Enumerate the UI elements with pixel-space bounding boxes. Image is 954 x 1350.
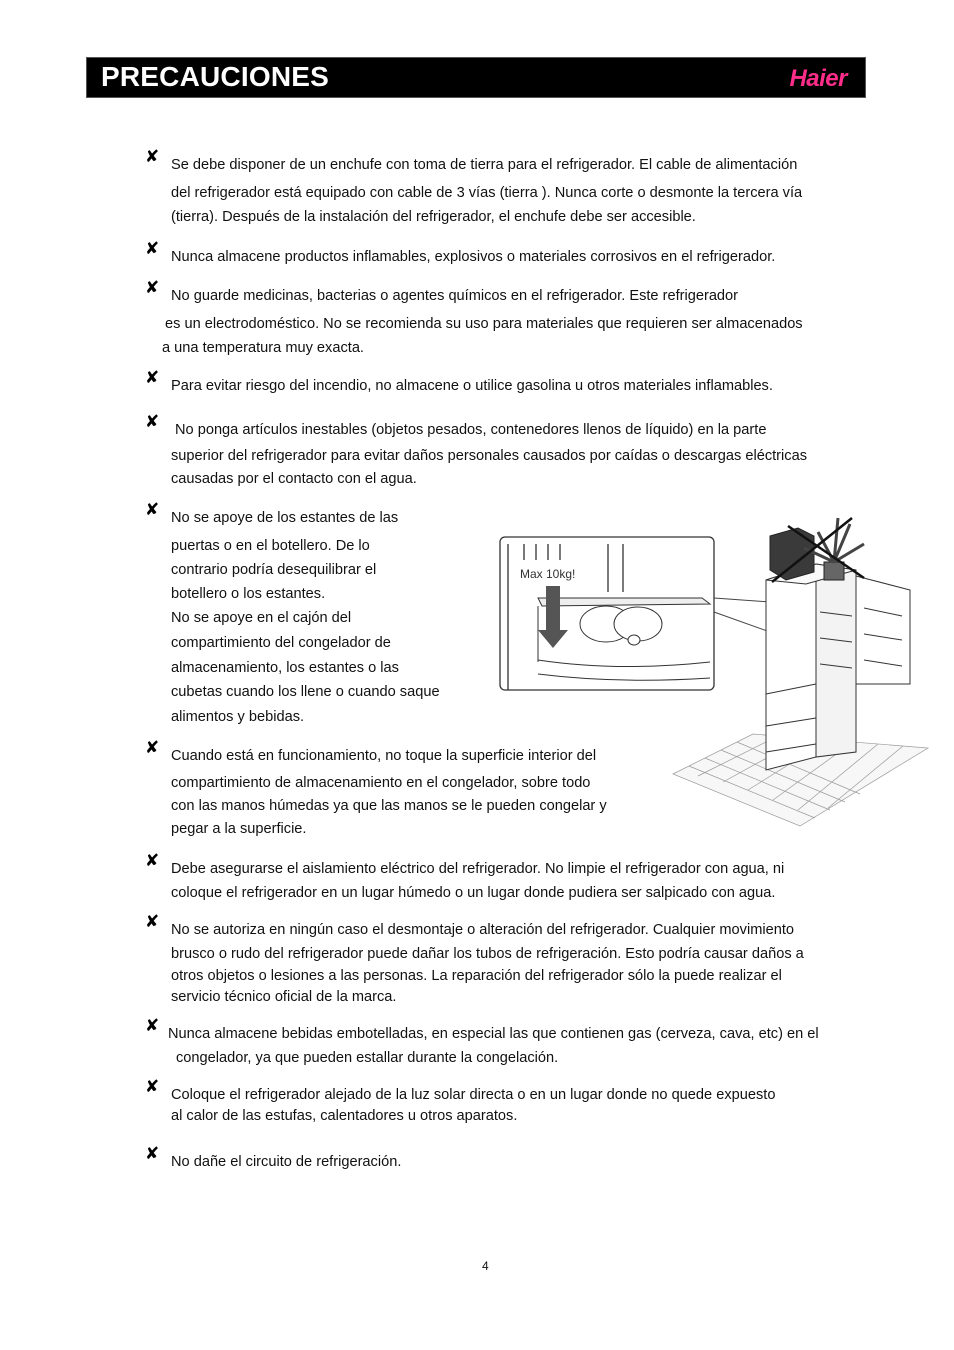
precaution-text-line: alimentos y bebidas. — [171, 709, 305, 725]
precaution-text-line: otros objetos o lesiones a las personas. La reparación del refrigerador sólo la puede realizar el — [171, 968, 782, 984]
cross-mark-icon: ✘ — [145, 147, 160, 167]
precaution-text-line: puertas o en el botellero. De lo — [171, 538, 370, 554]
precaution-text-line: con las manos húmedas ya que las manos se le pueden congelar y — [171, 798, 607, 814]
cross-mark-icon: ✘ — [145, 851, 160, 871]
precaution-text-line: Coloque el refrigerador alejado de la luz solar directa o en un lugar donde no quede expuesto — [171, 1087, 776, 1103]
precaution-text-line: compartimiento de almacenamiento en el congelador, sobre todo — [171, 775, 591, 791]
precaution-text-line: No dañe el circuito de refrigeración. — [171, 1154, 402, 1170]
precaution-text-line: Nunca almacene productos inflamables, explosivos o materiales corrosivos en el refrigerador. — [171, 249, 776, 265]
precaution-text-line: Nunca almacene bebidas embotelladas, en especial las que contienen gas (cerveza, cava, etc) en el — [168, 1026, 819, 1042]
precaution-text-line: botellero o los estantes. — [171, 586, 326, 602]
precaution-text-line: No guarde medicinas, bacterias o agentes químicos en el refrigerador. Este refrigerador — [171, 288, 739, 304]
precaution-text-line: No se autoriza en ningún caso el desmontaje o alteración del refrigerador. Cualquier movimiento — [171, 922, 795, 938]
cross-mark-icon: ✘ — [145, 368, 160, 388]
precaution-text-line: servicio técnico oficial de la marca. — [171, 989, 397, 1005]
precaution-text-line: congelador, ya que pueden estallar durante la congelación. — [176, 1050, 559, 1066]
cross-mark-icon: ✘ — [145, 239, 160, 259]
precaution-text-line: Se debe disponer de un enchufe con toma de tierra para el refrigerador. El cable de alimentación — [171, 157, 798, 173]
refrigerator-drawing — [766, 564, 910, 770]
precaution-text-line: superior del refrigerador para evitar daños personales causados por caídas o descargas eléctricas — [171, 448, 807, 464]
precaution-text-line: del refrigerador está equipado con cable de 3 vías (tierra ). Nunca corte o desmonte la tercera vía — [171, 185, 803, 201]
precaution-text-line: Cuando está en funcionamiento, no toque la superficie interior del — [171, 748, 597, 764]
cross-mark-icon: ✘ — [145, 1016, 160, 1036]
section-title: PRECAUCIONES — [101, 61, 329, 92]
precaution-text-line: No ponga artículos inestables (objetos pesados, contenedores llenos de líquido) en la parte — [175, 422, 767, 438]
max-weight-label: Max 10kg! — [520, 567, 576, 581]
cross-mark-icon: ✘ — [145, 1144, 160, 1164]
precaution-text-line: (tierra). Después de la instalación del refrigerador, el enchufe debe ser accesible. — [171, 209, 696, 225]
precaution-text-line: Para evitar riesgo del incendio, no almacene o utilice gasolina u otros materiales inflamables. — [171, 378, 773, 394]
cross-mark-icon: ✘ — [145, 278, 160, 298]
shelf-zoom-callout — [500, 537, 714, 690]
precaution-text-line: almacenamiento, los estantes o las — [171, 660, 399, 676]
precaution-text-line: No se apoye en el cajón del — [171, 610, 352, 626]
haier-logo: Haier — [789, 65, 847, 92]
section-header-bar — [86, 57, 866, 98]
precaution-text-line: coloque el refrigerador en un lugar húmedo o un lugar donde pudiera ser salpicado con agua. — [171, 885, 776, 901]
cross-mark-icon: ✘ — [145, 500, 160, 520]
page-number: 4 — [482, 1259, 489, 1273]
precaution-text-line: Debe asegurarse el aislamiento eléctrico del refrigerador. No limpie el refrigerador con agua, ni — [171, 861, 785, 877]
precaution-text-line: brusco o rudo del refrigerador puede dañar los tubos de refrigeración. Esto podría causar daños a — [171, 946, 804, 962]
cross-mark-icon: ✘ — [145, 738, 160, 758]
precaution-text-line: causadas por el contacto con el agua. — [171, 471, 417, 487]
cross-mark-icon: ✘ — [145, 412, 160, 432]
precaution-text-line: compartimiento del congelador de — [171, 635, 391, 651]
cross-mark-icon: ✘ — [145, 912, 160, 932]
precaution-text-line: pegar a la superficie. — [171, 821, 307, 837]
cross-mark-icon: ✘ — [145, 1077, 160, 1097]
precaution-text-line: al calor de las estufas, calentadores u otros aparatos. — [171, 1108, 518, 1124]
precaution-text-line: a una temperatura muy exacta. — [162, 340, 364, 356]
precaution-text-line: No se apoye de los estantes de las — [171, 510, 399, 526]
precaution-text-line: cubetas cuando los llene o cuando saque — [171, 684, 440, 700]
precaution-text-line: contrario podría desequilibrar el — [171, 562, 377, 578]
precaution-text-line: es un electrodoméstico. No se recomienda su uso para materiales que requieren ser almacenados — [165, 316, 803, 332]
